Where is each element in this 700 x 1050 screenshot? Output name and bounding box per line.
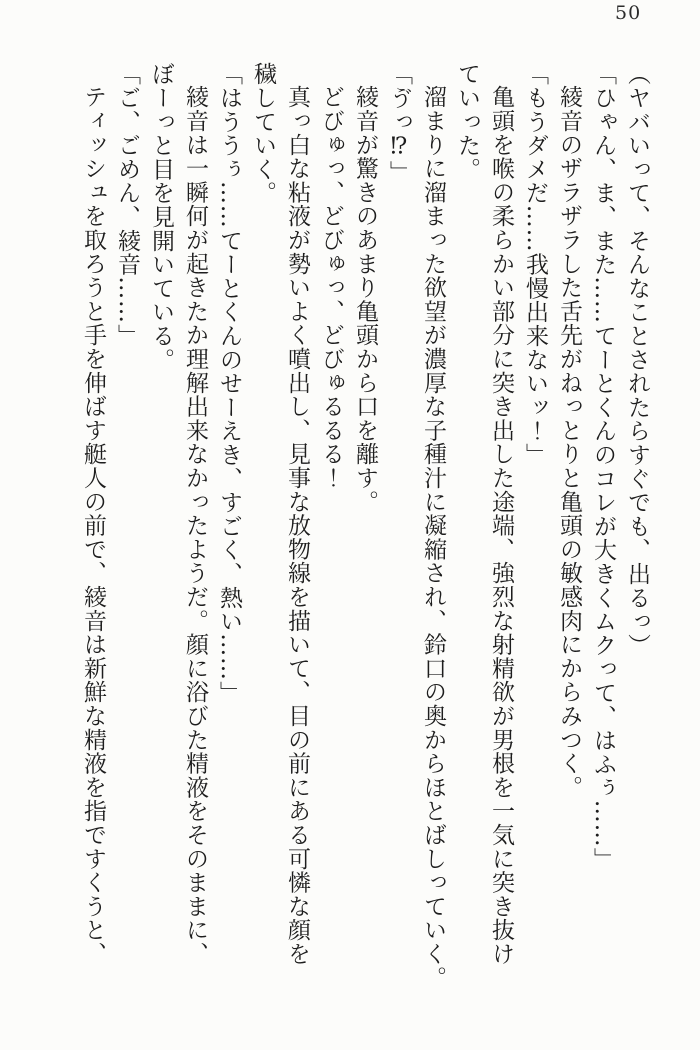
paragraph: 「はううぅ……てーとくんのせーえき、すごく、熱い……」 — [216, 62, 242, 705]
paragraph: 「ゔっ⁉」 — [386, 62, 412, 184]
paragraph: どびゅっ、どびゅっ、どびゅるるる！ — [318, 85, 344, 490]
page-number: 50 — [615, 2, 642, 24]
paragraph: ティッシュを取ろうと手を伸ばす艇人の前で、綾音は新鮮な精液を指ですくうと、 — [80, 85, 106, 966]
paragraph: 「ひゃん、ま、また……てーとくんのコレが大きくムクって、はふぅ……」 — [590, 62, 616, 872]
paragraph: 綾音が驚きのあまり亀頭から口を離す。 — [352, 85, 378, 514]
paragraph: 亀頭を喉の柔らかい部分に突き出した途端、強烈な射精欲が男根を一気に突き抜け ていった。 — [454, 62, 514, 966]
paragraph: 溜まりに溜まった欲望が濃厚な子種汁に凝縮され、鈴口の奥からほとばしっていく。 — [420, 85, 446, 990]
page-text — [76, 62, 654, 997]
paragraph: （ヤバいって、そんなことされたらすぐでも、出るっ） — [624, 62, 650, 657]
paragraph: 真っ白な粘液が勢いよく噴出し、見事な放物線を描いて、目の前にある可憐な顔を 穢していく。 — [250, 62, 310, 966]
paragraph: 「もうダメだ……我慢出来ないッ！」 — [522, 62, 548, 467]
paragraph: 「ご、ごめん、綾音……」 — [114, 62, 140, 348]
paragraph: 綾音は一瞬何が起きたか理解出来なかったようだ。顔に浴びた精液をそのままに、 ぼーっと目を見開いている。 — [148, 62, 208, 966]
paragraph: 綾音のザラザラした舌先がねっとりと亀頭の敏感肉にからみつく。 — [556, 85, 582, 799]
